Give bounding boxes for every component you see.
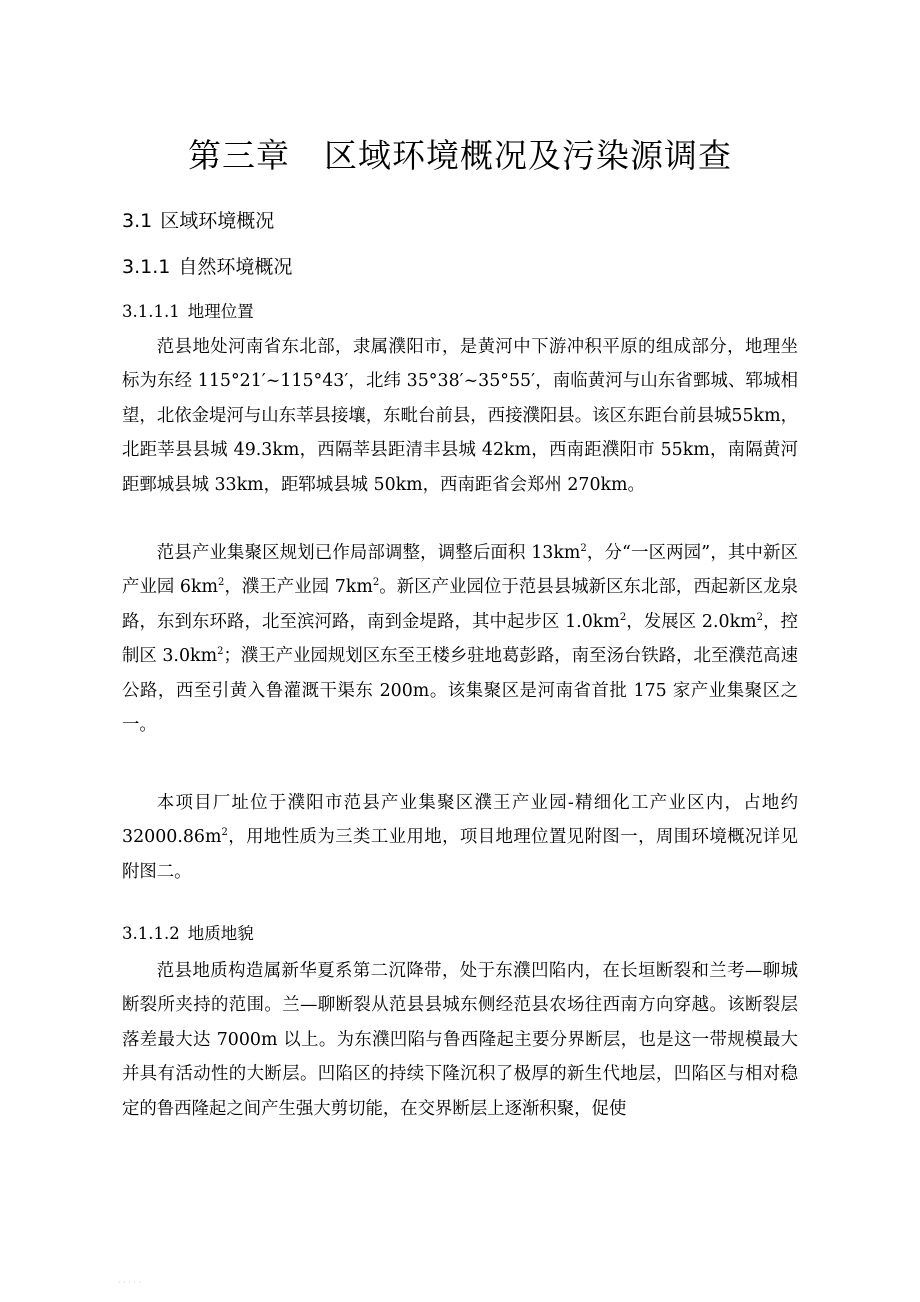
section-heading [122,206,274,233]
text-run: ；濮王产业园规划区东至王楼乡驻地葛彭路，南至汤台铁路，北至濮范高速公路，西至引黄入鲁灌溉干渠东 200m。该集聚区是河南省首批 175 家产业集聚区之一。 [122,646,798,736]
text-run: 。新区产业园位于范县县城新区东北部，西起新区龙泉路，东到东环路，北至滨河路，南到金堤路，其中起步区 1.0km [122,577,798,632]
subsubsection-title: 地质地貌 [187,924,254,943]
superscript: 2 [221,827,228,839]
superscript: 2 [580,543,587,555]
paragraph-industrial-cluster [122,536,798,742]
text-run: ，控制区 3.0km [122,611,798,667]
footer-marks: · · · · · [118,1278,141,1287]
subsubsection-heading-location [122,298,254,322]
subsubsection-heading-geology [122,920,254,944]
paragraph-project-site [122,786,798,889]
text-run: 本项目厂址位于濮阳市范县产业集聚区濮王产业园-精细化工产业区内，占地约 32000.86m [122,793,798,848]
subsection-heading [122,252,292,279]
text-run: ，发展区 2.0km [626,611,757,632]
paragraph-geographic-location: 范县地处河南省东北部，隶属濮阳市，是黄河中下游冲积平原的组成部分，地理坐标为东经 115°21′~115°43′，北纬 35°38′~35°55′，南临黄河与山东省鄄城、郓城相望，北依金堤河与山东莘县接壤，东毗台前县，西接濮阳县。该区东距台前县城55km，北距莘县县城 49.3km，西隔莘县距清丰县城 42km，西南距濮阳市 55km，南隔黄河距鄄城县城 33km，距郓城县城 50km，西南距省会郑州 270km。 [122,337,798,495]
superscript: 2 [619,612,627,624]
paragraph-geology: 范县地质构造属新华夏系第二沉降带，处于东濮凹陷内，在长垣断裂和兰考—聊城断裂所夹持的范围。兰—聊断裂从范县县城东侧经范县农场往西南方向穿越。该断裂层落差最大达 7000m 以上。为东濮凹陷与鲁西隆起主要分界断层，也是这一带规模最大并具有活动性的大断层。凹陷区的持续下隆沉积了极厚的新生代地层，凹陷区与相对稳定的鲁西隆起之间产生强大剪切能，在交界断层上逐渐积聚，促使 [122,961,798,1119]
subsection-title: 自然环境概况 [178,256,293,278]
text-run: ，濮王产业园 7km [224,577,373,598]
superscript: 2 [372,577,380,589]
section-title: 区域环境概况 [160,210,275,232]
section-number: 3.1 [122,210,153,232]
superscript: 2 [756,612,763,624]
subsubsection-title: 地理位置 [187,302,254,321]
superscript: 2 [218,577,225,589]
subsubsection-number: 3.1.1.2 [122,924,180,943]
superscript: 2 [217,646,224,658]
text-run: 范县产业集聚区规划已作局部调整，调整后面积 13km [156,543,581,563]
subsubsection-number: 3.1.1.1 [122,302,180,321]
subsection-number: 3.1.1 [122,256,171,278]
chapter-title: 第三章 区域环境概况及污染源调查 [188,136,732,175]
text-run: ，用地性质为三类工业用地，项目地理位置见附图一，周围环境概况详见附图二。 [122,827,798,882]
text-run: ，分“一区两园”，其中新区产业园 6km [122,543,798,598]
